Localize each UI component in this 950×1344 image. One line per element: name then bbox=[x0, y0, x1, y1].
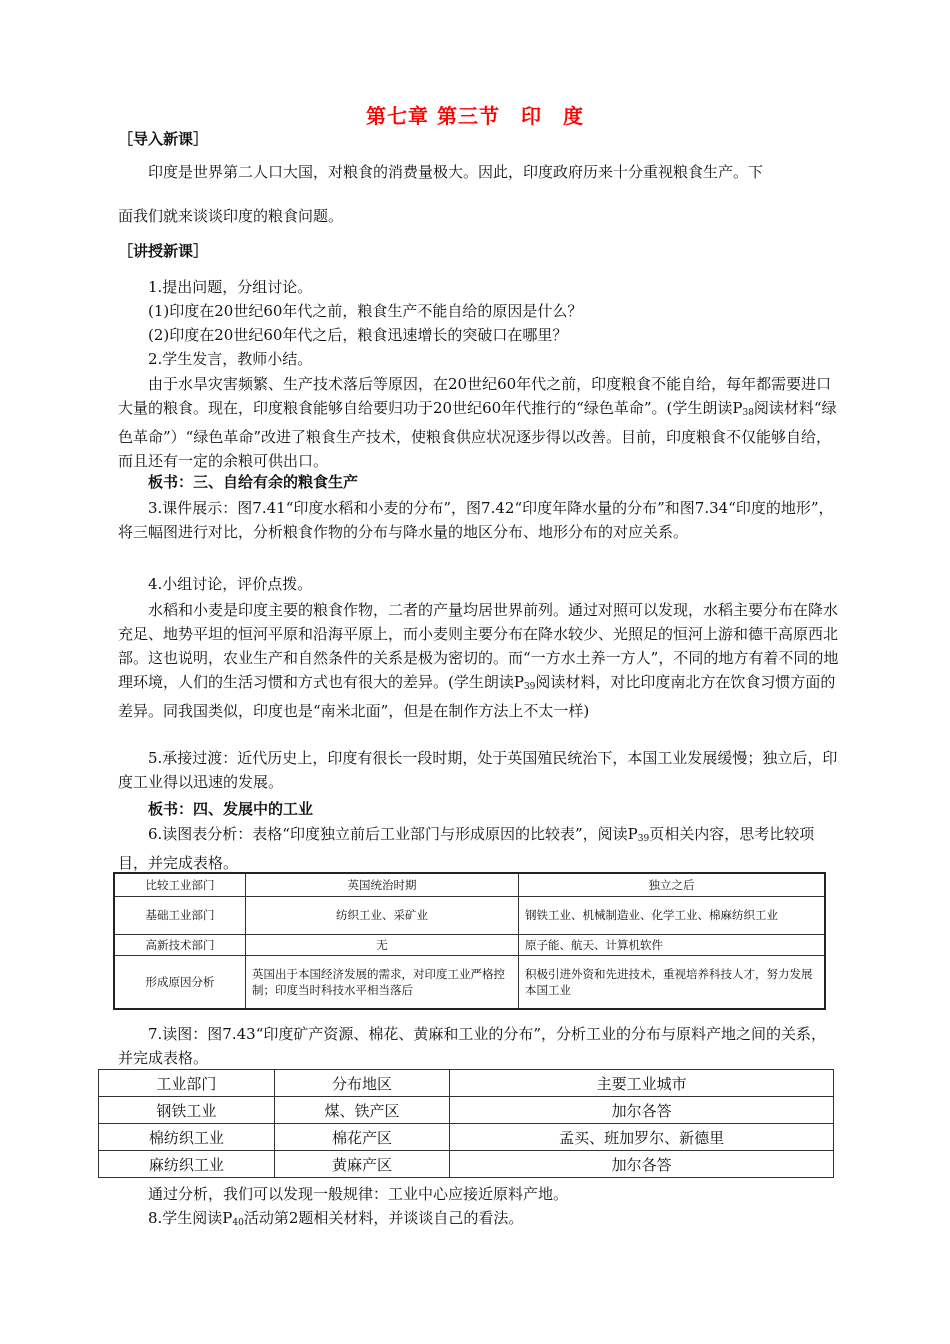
table-cell: 加尔各答 bbox=[450, 1151, 834, 1178]
table-header: 英国统治时期 bbox=[246, 873, 519, 896]
question-2: (2)印度在20世纪60年代之后，粮食迅速增长的突破口在哪里？ bbox=[148, 326, 568, 344]
board-note-4: 板书：四、发展中的工业 bbox=[148, 800, 314, 818]
table-cell: 钢铁工业、机械制造业、化学工业、棉麻纺织工业 bbox=[519, 896, 826, 934]
table-cell: 加尔各答 bbox=[450, 1097, 834, 1124]
step-5: 5.承接过渡：近代历史上，印度有很长一段时期，处于英国殖民统治下，本国工业发展缓慢；独立后，印度工业得以迅速的发展。 bbox=[118, 749, 838, 791]
table-cell: 无 bbox=[246, 934, 519, 955]
paragraph-crops: 水稻和小麦是印度主要的粮食作物，二者的产量均居世界前列。通过对照可以发现，水稻主要分布在降水充足、地势平坦的恒河平原和沿海平原上，而小麦则主要分布在降水较少、光照足的恒河上游和德干高原西北部。这也说明，农业生产和自然条件的关系是极为密切的。而“一方水土养一方人”，不同的地方有着不同的地理环境，人们的生活习惯和方式也有很大的差异。(学生朗读$P_{39}$阅读材料，对比印度南北方在饮食习惯方面的差异。同我国类似，印度也是“南米北面”，但是在制作方法上不太一样) bbox=[118, 601, 839, 720]
table-header: 分布地区 bbox=[274, 1070, 450, 1097]
table-cell: 棉纺织工业 bbox=[99, 1124, 275, 1151]
section-heading-teach: ［讲授新课］ bbox=[118, 242, 209, 260]
table-cell: 孟买、班加罗尔、新德里 bbox=[450, 1124, 834, 1151]
conclusion: 通过分析，我们可以发现一般规律：工业中心应接近原料产地。 bbox=[148, 1185, 569, 1203]
table-cell: 钢铁工业 bbox=[99, 1097, 275, 1124]
table-header: 比较工业部门 bbox=[114, 873, 246, 896]
paragraph-green-revolution: 由于水旱灾害频繁、生产技术落后等原因，在20世纪60年代之前，印度粮食不能自给，每年都需要进口大量的粮食。现在，印度粮食能够自给要归功于20世纪60年代推行的“绿色革命”。(学生朗读$P_{38}$阅读材料“绿色革命”）“绿色革命”改进了粮食生产技术，使粮食供应状况逐步得以改善。目前，印度粮食不仅能够自给，而且还有一定的余粮可供出口。 bbox=[118, 375, 837, 470]
board-note-3: 板书：三、自给有余的粮食生产 bbox=[148, 473, 359, 491]
intro-line-1: 印度是世界第二人口大国，对粮食的消费量极大。因此，印度政府历来十分重视粮食生产。下 bbox=[148, 163, 764, 181]
table-row bbox=[99, 1151, 834, 1178]
comparison-table bbox=[113, 872, 826, 1010]
section-heading-intro: ［导入新课］ bbox=[118, 130, 209, 148]
page-title: 第七章 第三节 印 度 bbox=[366, 104, 584, 128]
step-6: 6.读图表分析：表格“印度独立前后工业部门与形成原因的比较表”，阅读$P_{39}$页相关内容，思考比较项目，并完成表格。 bbox=[118, 825, 815, 872]
table-row bbox=[99, 1124, 834, 1151]
step-2: 2.学生发言，教师小结。 bbox=[148, 350, 313, 368]
step-3: 3.课件展示：图7.41“印度水稻和小麦的分布”，图7.42“印度年降水量的分布”和图7.34“印度的地形”，将三幅图进行对比，分析粮食作物的分布与降水量的地区分布、地形分布的对应关系。 bbox=[118, 499, 834, 541]
table-row bbox=[114, 934, 825, 955]
table-cell: 英国出于本国经济发展的需求，对印度工业严格控制；印度当时科技水平相当落后 bbox=[246, 955, 519, 1009]
table-cell: 棉花产区 bbox=[274, 1124, 450, 1151]
table-row bbox=[114, 955, 825, 1009]
table-row bbox=[114, 873, 825, 896]
table-cell: 原子能、航天、计算机软件 bbox=[519, 934, 826, 955]
step-7: 7.读图：图7.43“印度矿产资源、棉花、黄麻和工业的分布”，分析工业的分布与原料产地之间的关系，并完成表格。 bbox=[118, 1025, 827, 1067]
intro-line-2: 面我们就来谈谈印度的粮食问题。 bbox=[118, 207, 344, 225]
table-cell: 积极引进外资和先进技术，重视培养科技人才，努力发展本国工业 bbox=[519, 955, 826, 1009]
table-cell: 煤、铁产区 bbox=[274, 1097, 450, 1124]
question-1: (1)印度在20世纪60年代之前，粮食生产不能自给的原因是什么？ bbox=[148, 302, 583, 320]
table-cell: 基础工业部门 bbox=[114, 896, 246, 934]
table-cell: 高新技术部门 bbox=[114, 934, 246, 955]
table-cell: 黄麻产区 bbox=[274, 1151, 450, 1178]
table-cell: 麻纺织工业 bbox=[99, 1151, 275, 1178]
table-row bbox=[114, 896, 825, 934]
step-4: 4.小组讨论，评价点拨。 bbox=[148, 575, 313, 593]
step-1: 1.提出问题，分组讨论。 bbox=[148, 278, 313, 296]
table-cell: 形成原因分析 bbox=[114, 955, 246, 1009]
table-header: 独立之后 bbox=[519, 873, 826, 896]
table-row bbox=[99, 1097, 834, 1124]
table-row bbox=[99, 1070, 834, 1097]
table-cell: 纺织工业、采矿业 bbox=[246, 896, 519, 934]
table-header: 主要工业城市 bbox=[450, 1070, 834, 1097]
industry-table bbox=[98, 1069, 834, 1178]
step-8: 8.学生阅读$P_{40}$活动第2题相关材料，并谈谈自己的看法。 bbox=[148, 1209, 524, 1228]
table-header: 工业部门 bbox=[99, 1070, 275, 1097]
